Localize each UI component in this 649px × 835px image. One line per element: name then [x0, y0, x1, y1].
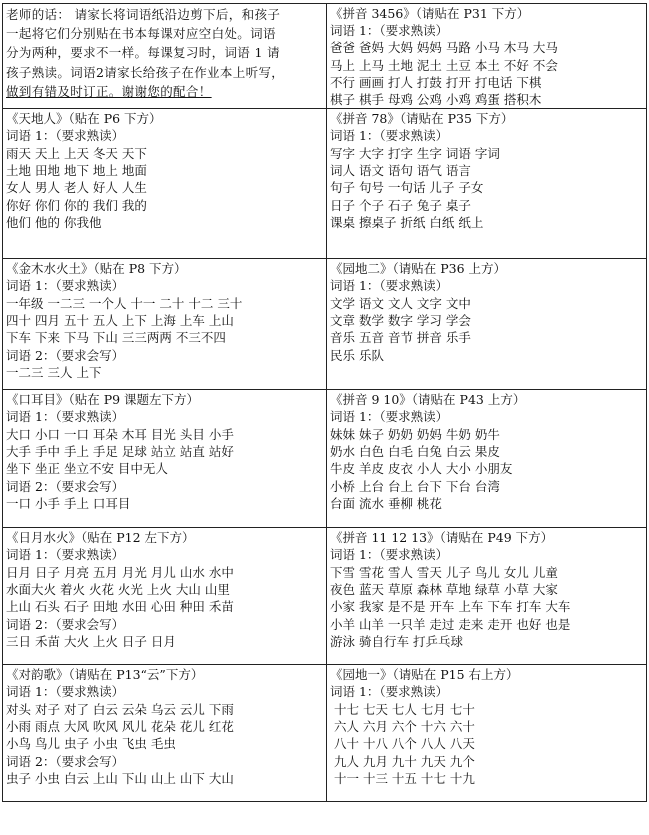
- lesson-title: 《园地二》（请贴在 P36 上方）: [330, 261, 507, 277]
- vocabulary-table: [2, 3, 647, 802]
- vocab-word-line: 六人 六月 六个 十六 六十: [330, 719, 475, 735]
- lesson-title: 《拼音 9 10》（请贴在 P43 上方）: [330, 392, 526, 408]
- vocab-word-line: 坐下 坐正 坐立不安 目中无人: [6, 461, 168, 477]
- vocab-word-line: 上山 石头 石子 田地 水田 心田 种田 禾苗: [6, 599, 234, 615]
- vocab-requirement-label: 词语 1：（要求熟读）: [6, 278, 125, 294]
- table-row: [3, 4, 647, 109]
- vocab-word-line: 牛皮 羊皮 皮衣 小人 大小 小朋友: [330, 461, 513, 477]
- lesson-title: 《天地人》（贴在 P6 下方）: [6, 111, 162, 127]
- vocab-requirement-label: 词语 1：（要求熟读）: [330, 128, 449, 144]
- vocab-word-line: 夜色 蓝天 草原 森林 草地 绿草 小草 大家: [330, 582, 558, 598]
- table-row: [3, 665, 647, 802]
- lesson-cell: [3, 665, 327, 802]
- vocab-word-line: 土地 田地 地下 地上 地面: [6, 163, 147, 179]
- vocab-word-line: 三日 禾苗 大火 上火 日子 日月: [6, 633, 176, 649]
- vocab-word-line: 虫子 小虫 白云 上山 下山 山上 山下 大山: [6, 770, 234, 786]
- vocab-word-line: 爸爸 爸妈 大妈 妈妈 马路 小马 木马 大马: [330, 40, 558, 56]
- vocab-word-line: 小桥 上台 台上 台下 下台 台湾: [330, 478, 500, 494]
- vocab-word-line: 女人 男人 老人 好人 人生: [6, 180, 147, 196]
- lesson-title: 《对韵歌》（请贴在 P13“云”下方）: [6, 667, 204, 683]
- vocab-word-line: 文章 数学 数字 学习 学会: [330, 313, 471, 329]
- vocab-word-line: 文学 语文 文人 文字 文中: [330, 295, 471, 311]
- vocab-word-line: 他们 他的 你我他: [6, 214, 102, 230]
- vocab-word-line: 妹妹 妹子 奶奶 奶妈 牛奶 奶牛: [330, 426, 500, 442]
- vocab-word-line: 十七 七天 七人 七月 七十: [330, 701, 475, 717]
- vocab-word-line: 水面大火 着火 火花 火光 上火 大山 山里: [6, 582, 230, 598]
- lesson-cell: [3, 109, 327, 259]
- lesson-title: 《园地一》（请贴在 P15 右上方）: [330, 667, 519, 683]
- vocab-word-line: 课桌 擦桌子 折纸 白纸 纸上: [330, 214, 484, 230]
- vocab-word-line: 奶水 白色 白毛 白兔 白云 果皮: [330, 444, 500, 460]
- vocab-requirement-label: 词语 2：（要求会写）: [6, 753, 125, 769]
- vocab-requirement-label: 词语 1：（要求熟读）: [330, 684, 449, 700]
- vocab-word-line: 大手 手中 手上 手足 足球 站立 站直 站好: [6, 444, 234, 460]
- vocab-requirement-label: 词语 2：（要求会写）: [6, 347, 125, 363]
- lesson-cell: [3, 528, 327, 665]
- vocab-word-line: 雨天 天上 上天 冬天 天下: [6, 145, 147, 161]
- vocab-requirement-label: 词语 1：（要求熟读）: [6, 547, 125, 563]
- vocab-word-line: 小雨 雨点 大风 吹风 风儿 花朵 花儿 红花: [6, 719, 234, 735]
- vocab-word-line: 小鸟 鸟儿 虫子 小虫 飞虫 毛虫: [6, 736, 176, 752]
- vocab-requirement-label: 词语 1：（要求熟读）: [330, 278, 449, 294]
- vocab-word-line: 四十 四月 五十 五人 上下 上海 上车 上山: [6, 313, 234, 329]
- lesson-cell: [327, 109, 647, 259]
- vocab-word-line: 一二三 三人 上下: [6, 364, 102, 380]
- teacher-note-line: 做到有错及时订正。谢谢您的配合！: [6, 83, 212, 99]
- vocab-word-line: 你好 你们 你的 我们 我的: [6, 197, 147, 213]
- vocab-word-line: 日子 个子 石子 兔子 桌子: [330, 197, 471, 213]
- vocab-word-line: 词人 语文 语句 语气 语言: [330, 163, 471, 179]
- vocab-requirement-label: 词语 1：（要求熟读）: [330, 547, 449, 563]
- teacher-note: [3, 4, 327, 109]
- table-row: [3, 109, 647, 259]
- vocab-word-line: 棋子 棋手 母鸡 公鸡 小鸡 鸡蛋 搭积木: [330, 92, 542, 108]
- lesson-title: 《金木水火土》（贴在 P8 下方）: [6, 261, 187, 277]
- vocab-word-line: 音乐 五音 音节 拼音 乐手: [330, 330, 471, 346]
- vocab-requirement-label: 词语 1：（要求熟读）: [330, 409, 449, 425]
- vocab-word-line: 八十 十八 八个 八人 八天: [330, 736, 475, 752]
- lesson-cell: [3, 390, 327, 528]
- vocab-word-line: 大口 小口 一口 耳朵 木耳 目光 头目 小手: [6, 426, 234, 442]
- vocab-word-line: 对头 对子 对了 白云 云朵 乌云 云儿 下雨: [6, 701, 234, 717]
- vocab-word-line: 台面 流水 垂柳 桃花: [330, 495, 442, 511]
- lesson-cell: [327, 528, 647, 665]
- table-row: [3, 528, 647, 665]
- lesson-cell: [327, 4, 647, 109]
- lesson-title: 《日月水火》（贴在 P12 左下方）: [6, 530, 195, 546]
- teacher-note-line: 老师的话： 请家长将词语纸沿边剪下后，和孩子: [6, 7, 281, 22]
- vocab-word-line: 不行 画画 打人 打鼓 打开 打电话 下棋: [330, 74, 542, 90]
- vocab-word-line: 十一 十三 十五 十七 十九: [330, 770, 475, 786]
- lesson-cell: [327, 259, 647, 390]
- teacher-note-line: 孩子熟读。词语2请家长给孩子在作业本上听写，: [6, 64, 285, 80]
- vocab-word-line: 日月 日子 月亮 五月 月光 月儿 山水 水中: [6, 564, 234, 580]
- vocab-word-line: 下车 下来 下马 下山 三三两两 不三不四: [6, 330, 226, 346]
- vocab-word-line: 一年级 一二三 一个人 十一 二十 十二 三十: [6, 295, 243, 311]
- vocab-requirement-label: 词语 2：（要求会写）: [6, 616, 125, 632]
- table-row: [3, 259, 647, 390]
- vocab-word-line: 小家 我家 是不是 开车 上车 下车 打车 大车: [330, 599, 571, 615]
- vocab-requirement-label: 词语 1：（要求熟读）: [6, 409, 125, 425]
- vocab-word-line: 下雪 雪花 雪人 雪天 儿子 鸟儿 女儿 儿童: [330, 564, 558, 580]
- teacher-note-line: 分为两种，要求不一样。每课复习时，词语 1 请: [6, 45, 280, 61]
- lesson-cell: [3, 259, 327, 390]
- vocab-requirement-label: 词语 1：（要求熟读）: [6, 684, 125, 700]
- vocab-word-line: 一口 小手 手上 口耳目: [6, 495, 131, 511]
- vocab-word-line: 马上 上马 土地 泥土 土豆 本土 不好 不会: [330, 57, 558, 73]
- lesson-title: 《拼音 11 12 13》（请贴在 P49 下方）: [330, 530, 554, 546]
- lesson-title: 《拼音 78》（请贴在 P35 下方）: [330, 111, 514, 127]
- vocab-requirement-label: 词语 1：（要求熟读）: [6, 128, 125, 144]
- vocab-word-line: 小羊 山羊 一只羊 走过 走来 走开 也好 也是: [330, 616, 571, 632]
- teacher-note-line: 一起将它们分别贴在书本每课对应空白处。词语: [6, 26, 276, 42]
- vocab-word-line: 游泳 骑自行车 打乒乓球: [330, 633, 463, 649]
- table-row: [3, 390, 647, 528]
- vocab-word-line: 句子 句号 一句话 儿子 子女: [330, 180, 484, 196]
- vocab-requirement-label: 词语 2：（要求会写）: [6, 478, 125, 494]
- lesson-title: 《口耳目》（贴在 P9 课题左下方）: [6, 392, 200, 408]
- lesson-title: 《拼音 3456》（请贴在 P31 下方）: [330, 6, 530, 21]
- vocab-word-line: 民乐 乐队: [330, 347, 384, 363]
- lesson-cell: [327, 665, 647, 802]
- vocab-word-line: 九人 九月 九十 九天 九个: [330, 753, 475, 769]
- vocab-word-line: 写字 大字 打字 生字 词语 字词: [330, 145, 500, 161]
- lesson-cell: [327, 390, 647, 528]
- vocab-requirement-label: 词语 1：（要求熟读）: [330, 23, 449, 38]
